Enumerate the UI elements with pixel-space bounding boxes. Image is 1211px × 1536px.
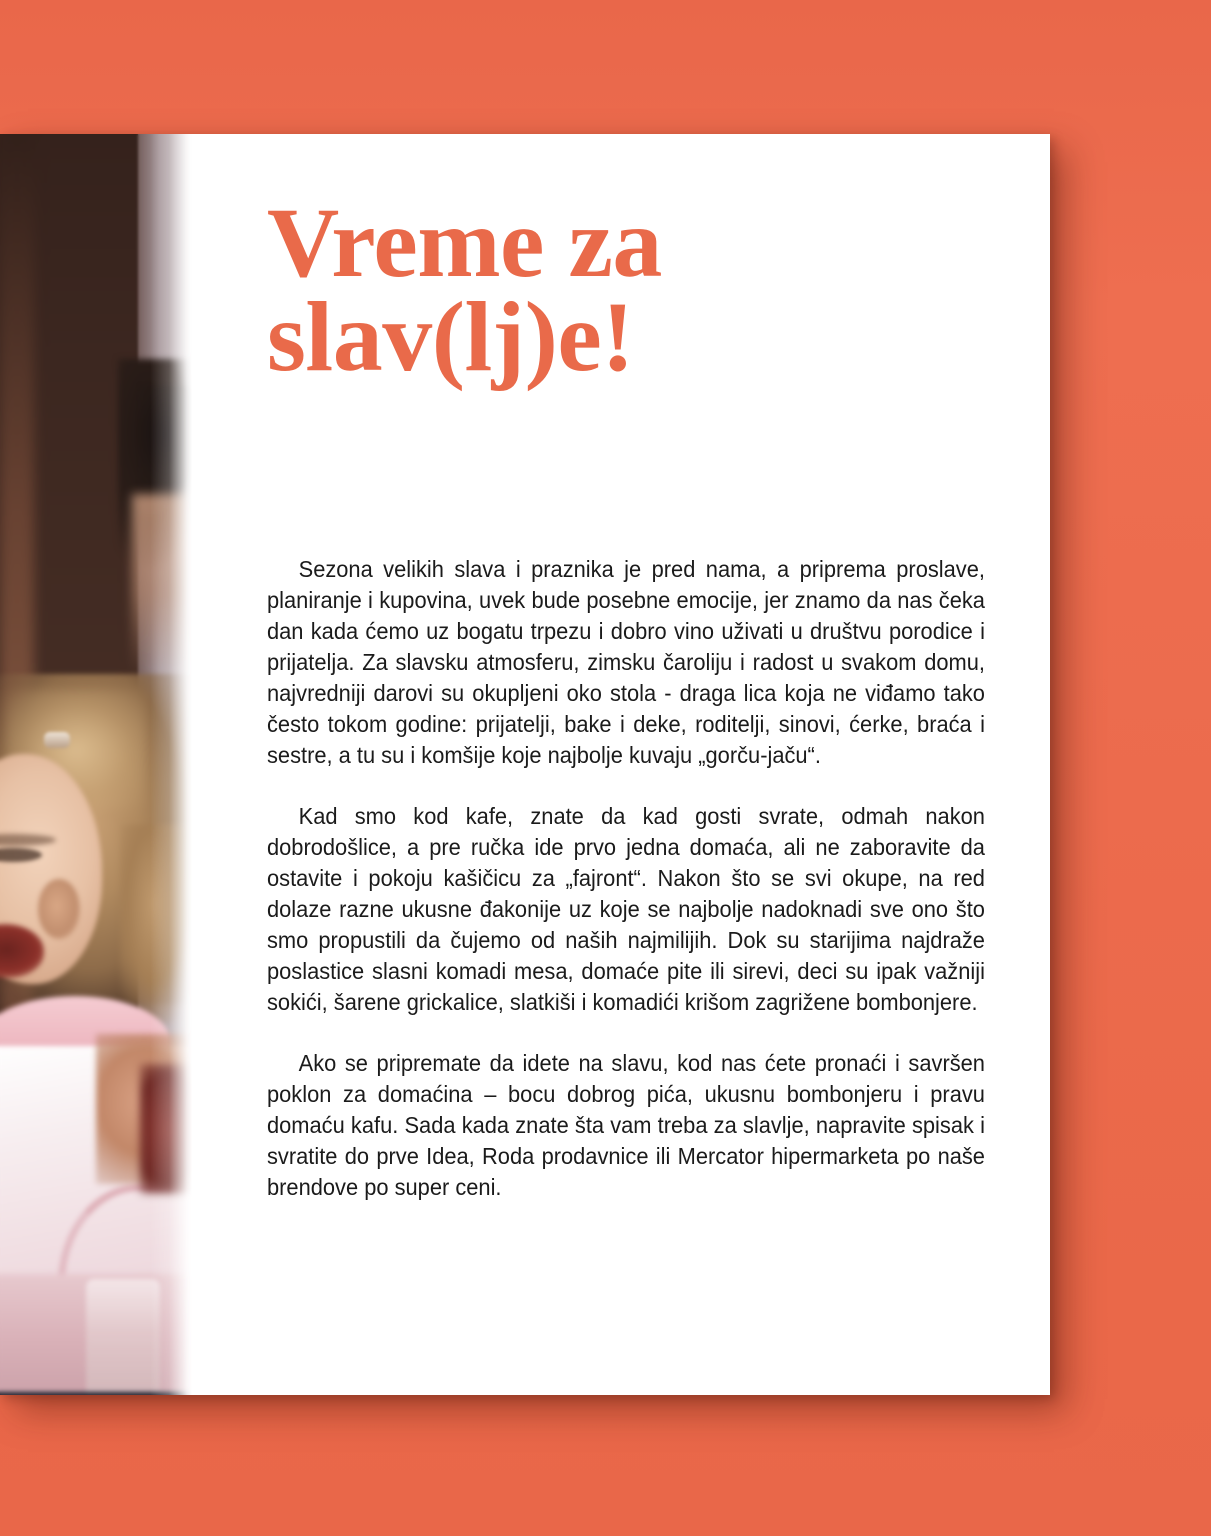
photo-adult-hair-core — [140, 386, 192, 506]
page-title — [267, 187, 787, 392]
photo-hair-clip — [44, 732, 70, 748]
family-photo — [0, 134, 192, 1395]
page-title-line-2: slav(lj)e! — [267, 281, 635, 392]
article-paragraph: Sezona velikih slava i praznika je pred nama, a priprema proslave, planiranje i kupovina, uvek bude posebne emocije, jer znamo da nas čeka dan kada ćemo uz bogatu trpezu i dobro vino uživati u društvu porodice i prijatelja. Za slavsku atmosferu, zimsku čaroliju i radost u svakom domu, najvredniji darovi su okupljeni oko stola - draga lica koja ne viđamo tako često tokom godine: prijatelji, bake i deke, roditelji, sinovi, ćerke, braća i sestre, a tu su i komšije koje najbolje kuvaju „gorču-jaču“. — [267, 556, 985, 768]
photo-adult-neck — [132, 494, 192, 674]
page-title-line-1: Vreme za — [267, 187, 662, 298]
printed-page-sheet — [0, 134, 1050, 1395]
article-paragraph: Ako se pripremate da idete na slavu, kod nas ćete pronaći i savršen poklon za domaćina – bocu dobrog pića, ukusnu bombonjeru i pravu domaću kafu. Sada kada znate šta vam treba za slavlje, napravite spisak i svratite do prve Idea, Roda prodavnice ili Mercator hipermarketa po naše brendove po super ceni. — [267, 1050, 985, 1200]
photo-girl-ear — [38, 879, 80, 939]
article-content — [267, 134, 985, 1395]
photo-girl-ponytail — [120, 824, 192, 1024]
photo-adult-sleeve — [140, 1064, 192, 1194]
article-paragraph: Kad smo kod kafe, znate da kad gosti svrate, odmah nakon dobrodošlice, a pre ručka ide prvo jedna domaća, ali ne zaboravite da ostavite i pokoju kašičicu za „fajront“. Nakon što se svi okupe, na red dolaze razne ukusne đakonije uz koje se najbolje nadoknadi sve ono što smo propustili da čujemo od naših najmilijih. Dok su starijima najdraže poslastice slasni komadi mesa, domaće pite ili sirevi, deci su ipak važniji sokići, šarene grickalice, slatkiši i komadići krišom zagrižene bombonjere. — [267, 803, 985, 1015]
photo-dark-trousers — [0, 1392, 192, 1395]
photo-glass — [86, 1279, 160, 1395]
article-body — [267, 554, 985, 1203]
